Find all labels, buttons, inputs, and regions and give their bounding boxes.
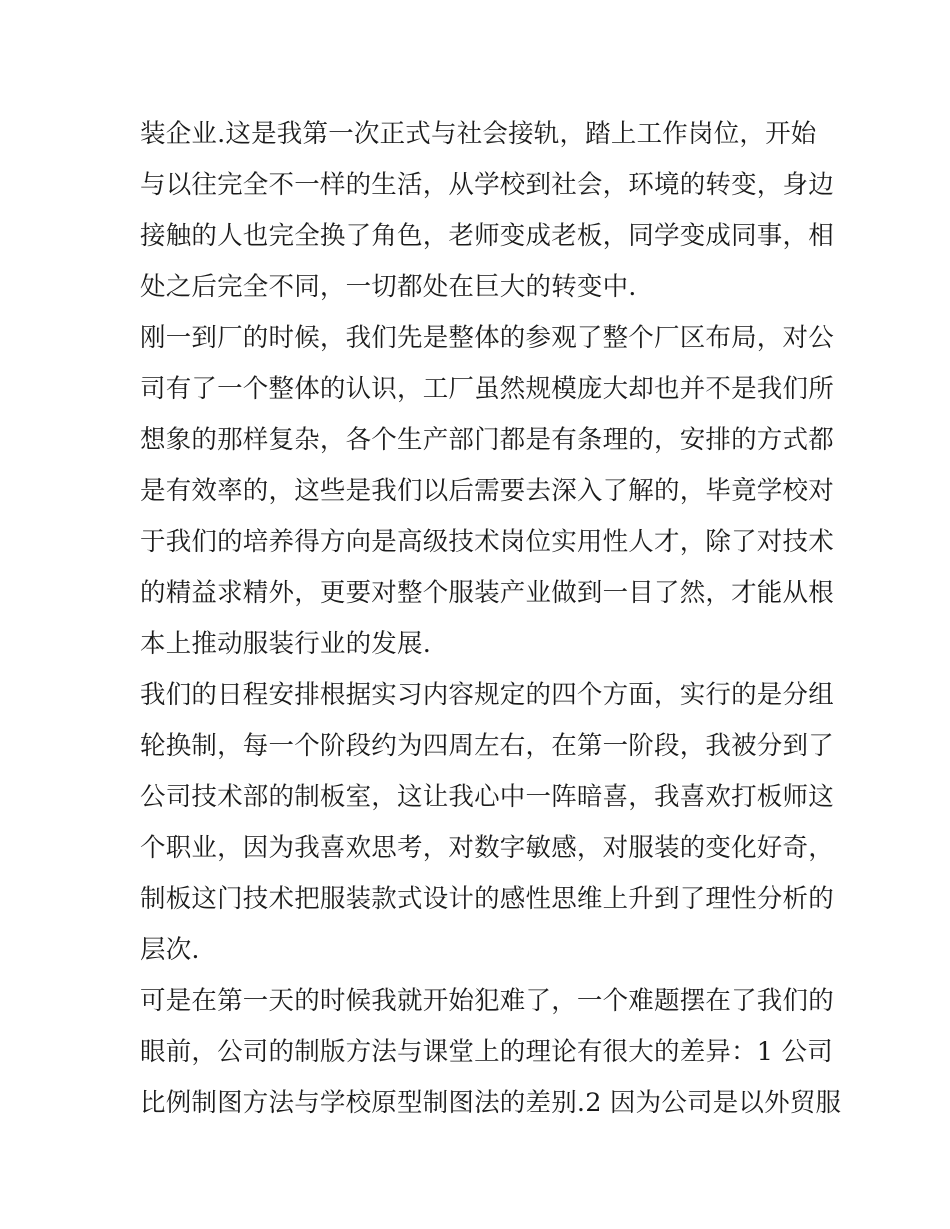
text-line: 与以往完全不一样的生活，从学校到社会，环境的转变，身边 xyxy=(140,170,834,200)
text-line: 的精益求精外，更要对整个服装产业做到一目了然，才能从根 xyxy=(140,578,834,608)
text-line: 装企业.这是我第一次正式与社会接轨，踏上工作岗位，开始 xyxy=(140,119,817,149)
text-line: 本上推动服装行业的发展. xyxy=(140,629,432,659)
text-line: 接触的人也完全换了角色，老师变成老板，同学变成同事，相 xyxy=(140,221,834,251)
text-line: 眼前，公司的制版方法与课堂上的理论有很大的差异：1 公司 xyxy=(140,1037,833,1067)
text-line: 想象的那样复杂，各个生产部门都是有条理的，安排的方式都 xyxy=(140,425,834,455)
text-line: 可是在第一天的时候我就开始犯难了，一个难题摆在了我们的 xyxy=(140,986,834,1016)
text-line: 轮换制，每一个阶段约为四周左右，在第一阶段，我被分到了 xyxy=(140,731,834,761)
text-line: 我们的日程安排根据实习内容规定的四个方面，实行的是分组 xyxy=(140,680,834,710)
text-line: 个职业，因为我喜欢思考，对数字敏感，对服装的变化好奇， xyxy=(140,833,834,863)
text-line: 层次. xyxy=(140,935,200,965)
text-line: 于我们的培养得方向是高级技术岗位实用性人才，除了对技术 xyxy=(140,527,834,557)
text-line: 司有了一个整体的认识，工厂虽然规模庞大却也并不是我们所 xyxy=(140,374,834,404)
text-line: 处之后完全不同，一切都处在巨大的转变中. xyxy=(140,272,637,302)
text-line: 刚一到厂的时候，我们先是整体的参观了整个厂区布局，对公 xyxy=(140,323,834,353)
text-line: 是有效率的，这些是我们以后需要去深入了解的，毕竟学校对 xyxy=(140,476,834,506)
body-text xyxy=(140,109,842,1129)
text-line: 比例制图方法与学校原型制图法的差别.2 因为公司是以外贸服 xyxy=(140,1088,842,1118)
text-line: 制板这门技术把服装款式设计的感性思维上升到了理性分析的 xyxy=(140,884,834,914)
text-line: 公司技术部的制板室，这让我心中一阵暗喜，我喜欢打板师这 xyxy=(140,782,834,812)
